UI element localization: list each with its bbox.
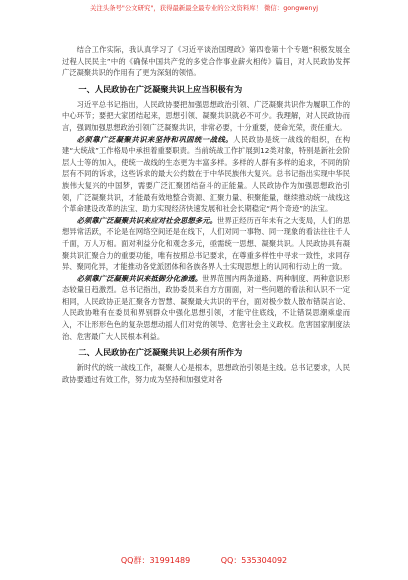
page-footer: [0, 556, 408, 566]
section-1-paragraph-3: [62, 215, 350, 273]
section-1-paragraph-1: 习近平总书记指出，人民政协要把加强思想政治引领、广泛凝聚共识作为履职工作的中心环节；要把大家团结起来，思想引领、凝聚共识就必不可少。我理解，对人民政协而言，强调加强思想政治引领广泛凝聚共识，非常必要，十分重要，使命光荣，责任重大。: [62, 99, 350, 132]
document-body: [62, 44, 350, 385]
footer-qq-group: QQ群：31991489: [120, 556, 191, 565]
footer-qq-number: QQ：535304092: [220, 556, 288, 565]
paragraph-lead: 必须靠广泛凝聚共识来抵御分化渗透。: [76, 273, 203, 283]
paragraph-body: 人民政协是统一战线的组织，在构建“大统战”工作格局中承担着重要职责。当前统战工作扩展到12类对象，特别是新社会阶层人士等的加入，使统一战线的生态更为丰富多样。多样的人群有多样的追求，不同的阶层有不同的诉求，这些诉求的最大公约数在于中华民族伟大复兴。总书记指出实现中华民族伟大复兴的中国梦，需要广泛汇聚团结奋斗的正能量。人民政协作为加强思想政治引领，广泛凝聚共识，才能最有效地整合资源、汇聚力量、积聚能量，继续推动统一战线这个革命建设改革的法宝、助力实现经济快速发展和社会长期稳定“两个奇迹”的法宝。: [62, 134, 351, 214]
paragraph-body: 世界正经历百年未有之大变局，人们的思想异常活跃，不论是在网络空间还是在线下，人们对同一事物、同一现象的看法往往千人千面，万人万相。面对利益分化和观念多元，亟需统一思想、凝聚共识。人民政协具有凝聚共识汇聚合力的重要功能，唯有按照总书记要求，在尊重多样性中寻求一致性，求同存异、聚同化异，才能推动各党派团体和各族各界人士实现思想上的认同和行动上的一致。: [62, 215, 351, 272]
section-1-heading: 一、人民政协在广泛凝聚共识上应当积极有为: [78, 83, 243, 94]
paragraph-lead: 必须靠广泛凝聚共识来应对社会思想多元。: [76, 215, 218, 225]
intro-paragraph: 结合工作实际，我认真学习了《习近平谈治国理政》第四卷第十个专题“积极发展全过程人民民主”中的《确保中国共产党的多党合作事业薪火相传》篇目，对人民政协发挥广泛凝聚共识的作用有了更为深刻的领悟。: [62, 45, 350, 78]
paragraph-lead: 必须靠广泛凝聚共识来坚持和巩固统一战线。: [76, 134, 234, 144]
section-1-paragraph-4: [62, 273, 350, 343]
section-2-paragraph-1: 新时代的统一战线工作，凝聚人心是根本，思想政治引领是主线。总书记要求，人民政协要通过有效工作，努力成为坚持和加强党对各: [62, 363, 350, 384]
page-header-banner: 关注头条号"公文研究"，获得最新最全最专业的公文资料库！ 微信：gongwenyj: [89, 4, 319, 12]
section-1-paragraph-2: [62, 134, 350, 215]
paragraph-body: 世界范围内两条道路、两种制度、两种意识形态较量日趋激烈。总书记指出，政协委员来自方方面面，对一些问题的看法和认识不一定相同，人民政协正是汇聚各方智慧、凝聚最大共识的平台，面对极少数人散布错误言论、人民政协唯有在委员和界别群众中强化思想引领，才能守住底线，不让错误思潮乘虚而入，不让形形色色的复杂思想动摇人们对党的领导、危害社会主义政权。危害国家制度法治、危害最广大人民根本利益。: [62, 273, 351, 341]
section-2-heading: 二、人民政协在广泛凝聚共识上必须有所作为: [78, 347, 243, 358]
